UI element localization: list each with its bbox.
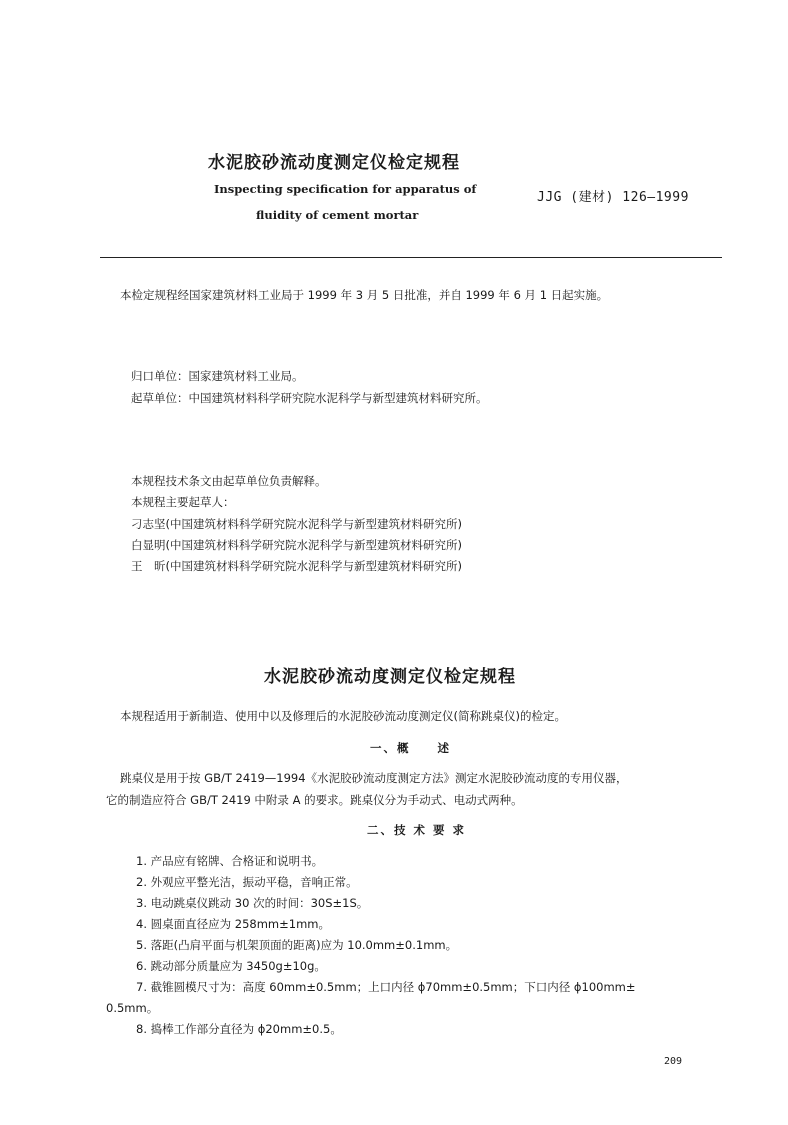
drafter-2: 白显明(中国建筑材料科学研究院水泥科学与新型建筑材料研究所) bbox=[131, 538, 462, 552]
drafting-unit: 起草单位：中国建筑材料科学研究院水泥科学与新型建筑材料研究所。 bbox=[131, 391, 488, 405]
drafter-1: 刁志坚(中国建筑材料科学研究院水泥科学与新型建筑材料研究所) bbox=[131, 517, 462, 531]
requirement-1: 1. 产品应有铭牌、合格证和说明书。 bbox=[136, 854, 324, 868]
scope-statement: 本规程适用于新制造、使用中以及修理后的水泥胶砂流动度测定仪(简称跳桌仪)的检定。 bbox=[120, 709, 566, 723]
section1-line1: 跳桌仪是用于按 GB/T 2419—1994《水泥胶砂流动度测定方法》测定水泥胶砂流动度的专用仪器， bbox=[120, 771, 628, 785]
responsible-unit: 归口单位：国家建筑材料工业局。 bbox=[131, 369, 304, 383]
drafter-3: 王 昕(中国建筑材料科学研究院水泥科学与新型建筑材料研究所) bbox=[131, 559, 462, 573]
requirement-6: 6. 跳动部分质量应为 3450g±10g。 bbox=[136, 959, 326, 973]
header-rule bbox=[100, 257, 722, 258]
approval-statement: 本检定规程经国家建筑材料工业局于 1999 年 3 月 5 日批准，并自 1999 年 6 月 1 日起实施。 bbox=[120, 288, 609, 302]
requirement-5: 5. 落距(凸肩平面与机架顶面的距离)应为 10.0mm±0.1mm。 bbox=[136, 938, 458, 952]
drafters-intro: 本规程主要起草人： bbox=[131, 495, 235, 509]
requirement-8: 8. 捣棒工作部分直径为 ϕ20mm±0.5。 bbox=[136, 1022, 342, 1036]
requirement-7-cont: 0.5mm。 bbox=[106, 1001, 159, 1015]
page-title-top: 水泥胶砂流动度测定仪检定规程 bbox=[208, 153, 460, 173]
section2-heading: 二、技 术 要 求 bbox=[367, 823, 467, 837]
main-title: 水泥胶砂流动度测定仪检定规程 bbox=[264, 667, 516, 687]
standard-code: JJG (建材) 126—1999 bbox=[537, 190, 689, 205]
english-title-line2: fluidity of cement mortar bbox=[256, 208, 419, 222]
english-title-line1: Inspecting specification for apparatus of bbox=[214, 182, 477, 196]
requirement-7: 7. 截锥圆模尺寸为：高度 60mm±0.5mm；上口内径 ϕ70mm±0.5mm；下口内径 ϕ100mm± bbox=[136, 980, 636, 994]
requirement-4: 4. 圆桌面直径应为 258mm±1mm。 bbox=[136, 917, 330, 931]
section1-line2: 它的制造应符合 GB/T 2419 中附录 A 的要求。跳桌仪分为手动式、电动式两种。 bbox=[106, 793, 523, 807]
interpretation-note: 本规程技术条文由起草单位负责解释。 bbox=[131, 474, 327, 488]
page-number: 209 bbox=[664, 1056, 683, 1067]
section1-heading: 一、概 述 bbox=[370, 741, 451, 755]
requirement-2: 2. 外观应平整光洁，振动平稳，音响正常。 bbox=[136, 875, 358, 889]
requirement-3: 3. 电动跳桌仪跳动 30 次的时间：30S±1S。 bbox=[136, 896, 369, 910]
